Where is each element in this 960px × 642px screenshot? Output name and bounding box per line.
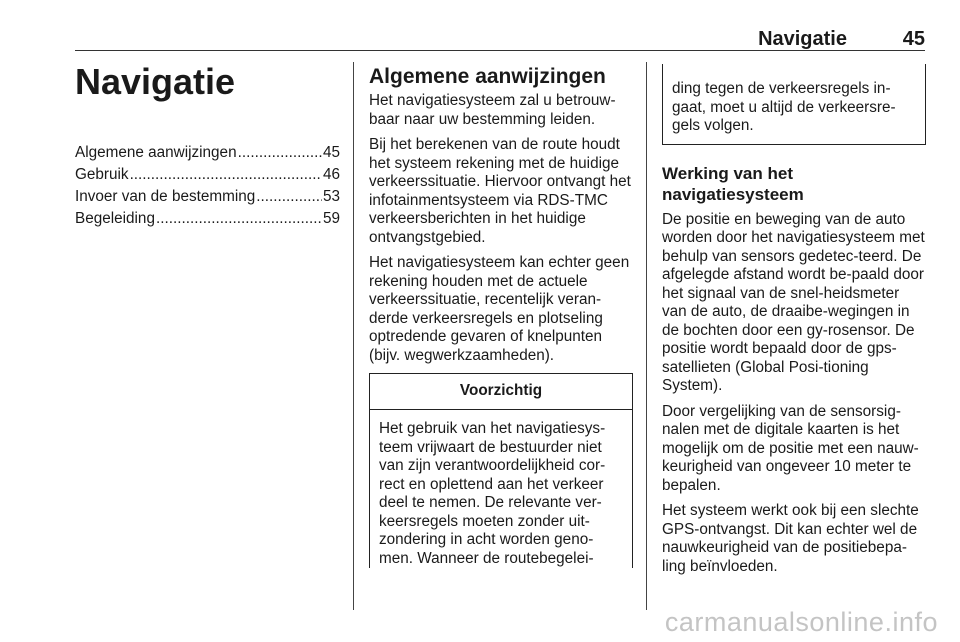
body-paragraph: Het navigatiesysteem kan echter geen rekening houden met de actuele verkeerssituatie, recentelijk veran-derde verkeersregels en plotseling optredende gevaren of knelpunten (bijv. wegwerkzaamheden). [369, 254, 630, 364]
watermark: carmanualsonline.info [664, 607, 938, 637]
toc-entry-label: Algemene aanwijzingen [75, 144, 237, 161]
toc-leader-dots [238, 142, 322, 164]
caution-box [369, 373, 633, 568]
toc-entry-page: 59 [322, 210, 340, 227]
toc-entry[interactable] [75, 164, 340, 186]
table-of-contents [75, 142, 340, 230]
page-number: 45 [902, 28, 925, 50]
caution-text: Het gebruik van het navigatiesys-teem vrijwaart de bestuurder niet van zijn verantwoordelijkheid cor-rect en oplettend aan het verkeer deel te nemen. De relevante ver-keersregels moeten zonder uit-zondering in acht worden geno-men. Wanneer de routebegelei- [379, 420, 606, 567]
toc-entry[interactable] [75, 186, 340, 208]
toc-leader-dots [156, 208, 322, 230]
toc-entry-label: Invoer van de bestemming [75, 188, 256, 205]
toc-leader-dots [256, 186, 322, 208]
column-divider [646, 62, 647, 610]
middle-column [369, 52, 633, 568]
left-column [75, 52, 340, 230]
running-title: Navigatie [758, 28, 847, 50]
right-column [662, 52, 927, 583]
chapter-title: Navigatie [75, 61, 236, 102]
caution-title: Voorzichtig [370, 374, 632, 410]
page-header [75, 28, 925, 51]
caution-body [370, 410, 632, 568]
toc-entry-label: Begeleiding [75, 210, 155, 227]
toc-entry[interactable] [75, 142, 340, 164]
body-paragraph: Door vergelijking van de sensorsig-nalen met de digitale kaarten is het mogelijk om de positie met een nauw-keurigheid van ongeveer 10 meter te bepalen. [662, 402, 919, 494]
section-heading: Algemene aanwijzingen [369, 65, 606, 88]
toc-entry-page: 53 [322, 188, 340, 205]
body-paragraph: Het navigatiesysteem zal u betrouw-baar naar uw bestemming leiden. [369, 92, 616, 128]
toc-entry-label: Gebruik [75, 166, 129, 183]
body-paragraph: De positie en beweging van de auto worden door het navigatiesysteem met behulp van sensors gedetec-teerd. De afgelegde afstand wordt be-paald door het signaal van de snel-heidsmeter van de auto, de draaibe-wegingen in de bochten door een gy-rosensor. De positie wordt bepaald door de gps-satellieten (Global Posi-tioning System). [662, 210, 925, 394]
caution-box-continued [662, 64, 926, 145]
toc-leader-dots [130, 164, 322, 186]
column-divider [353, 62, 354, 610]
subsection-heading: Werking van het navigatiesysteem [662, 163, 804, 204]
caution-text-continued: ding tegen de verkeersregels in-gaat, moet u altijd de verkeersre-gels volgen. [672, 80, 896, 134]
toc-entry-page: 46 [322, 166, 340, 183]
toc-entry-page: 45 [322, 144, 340, 161]
body-paragraph: Het systeem werkt ook bij een slechte GPS-ontvangst. Dit kan echter wel de nauwkeurigheid van de positiebepa-ling beïnvloeden. [662, 502, 919, 575]
body-paragraph: Bij het berekenen van de route houdt het systeem rekening met de huidige verkeerssituatie. Hiervoor ontvangt het infotainmentsysteem via RDS-TMC verkeersberichten in het huidige ontvangstgebied. [369, 136, 631, 246]
toc-entry[interactable] [75, 208, 340, 230]
